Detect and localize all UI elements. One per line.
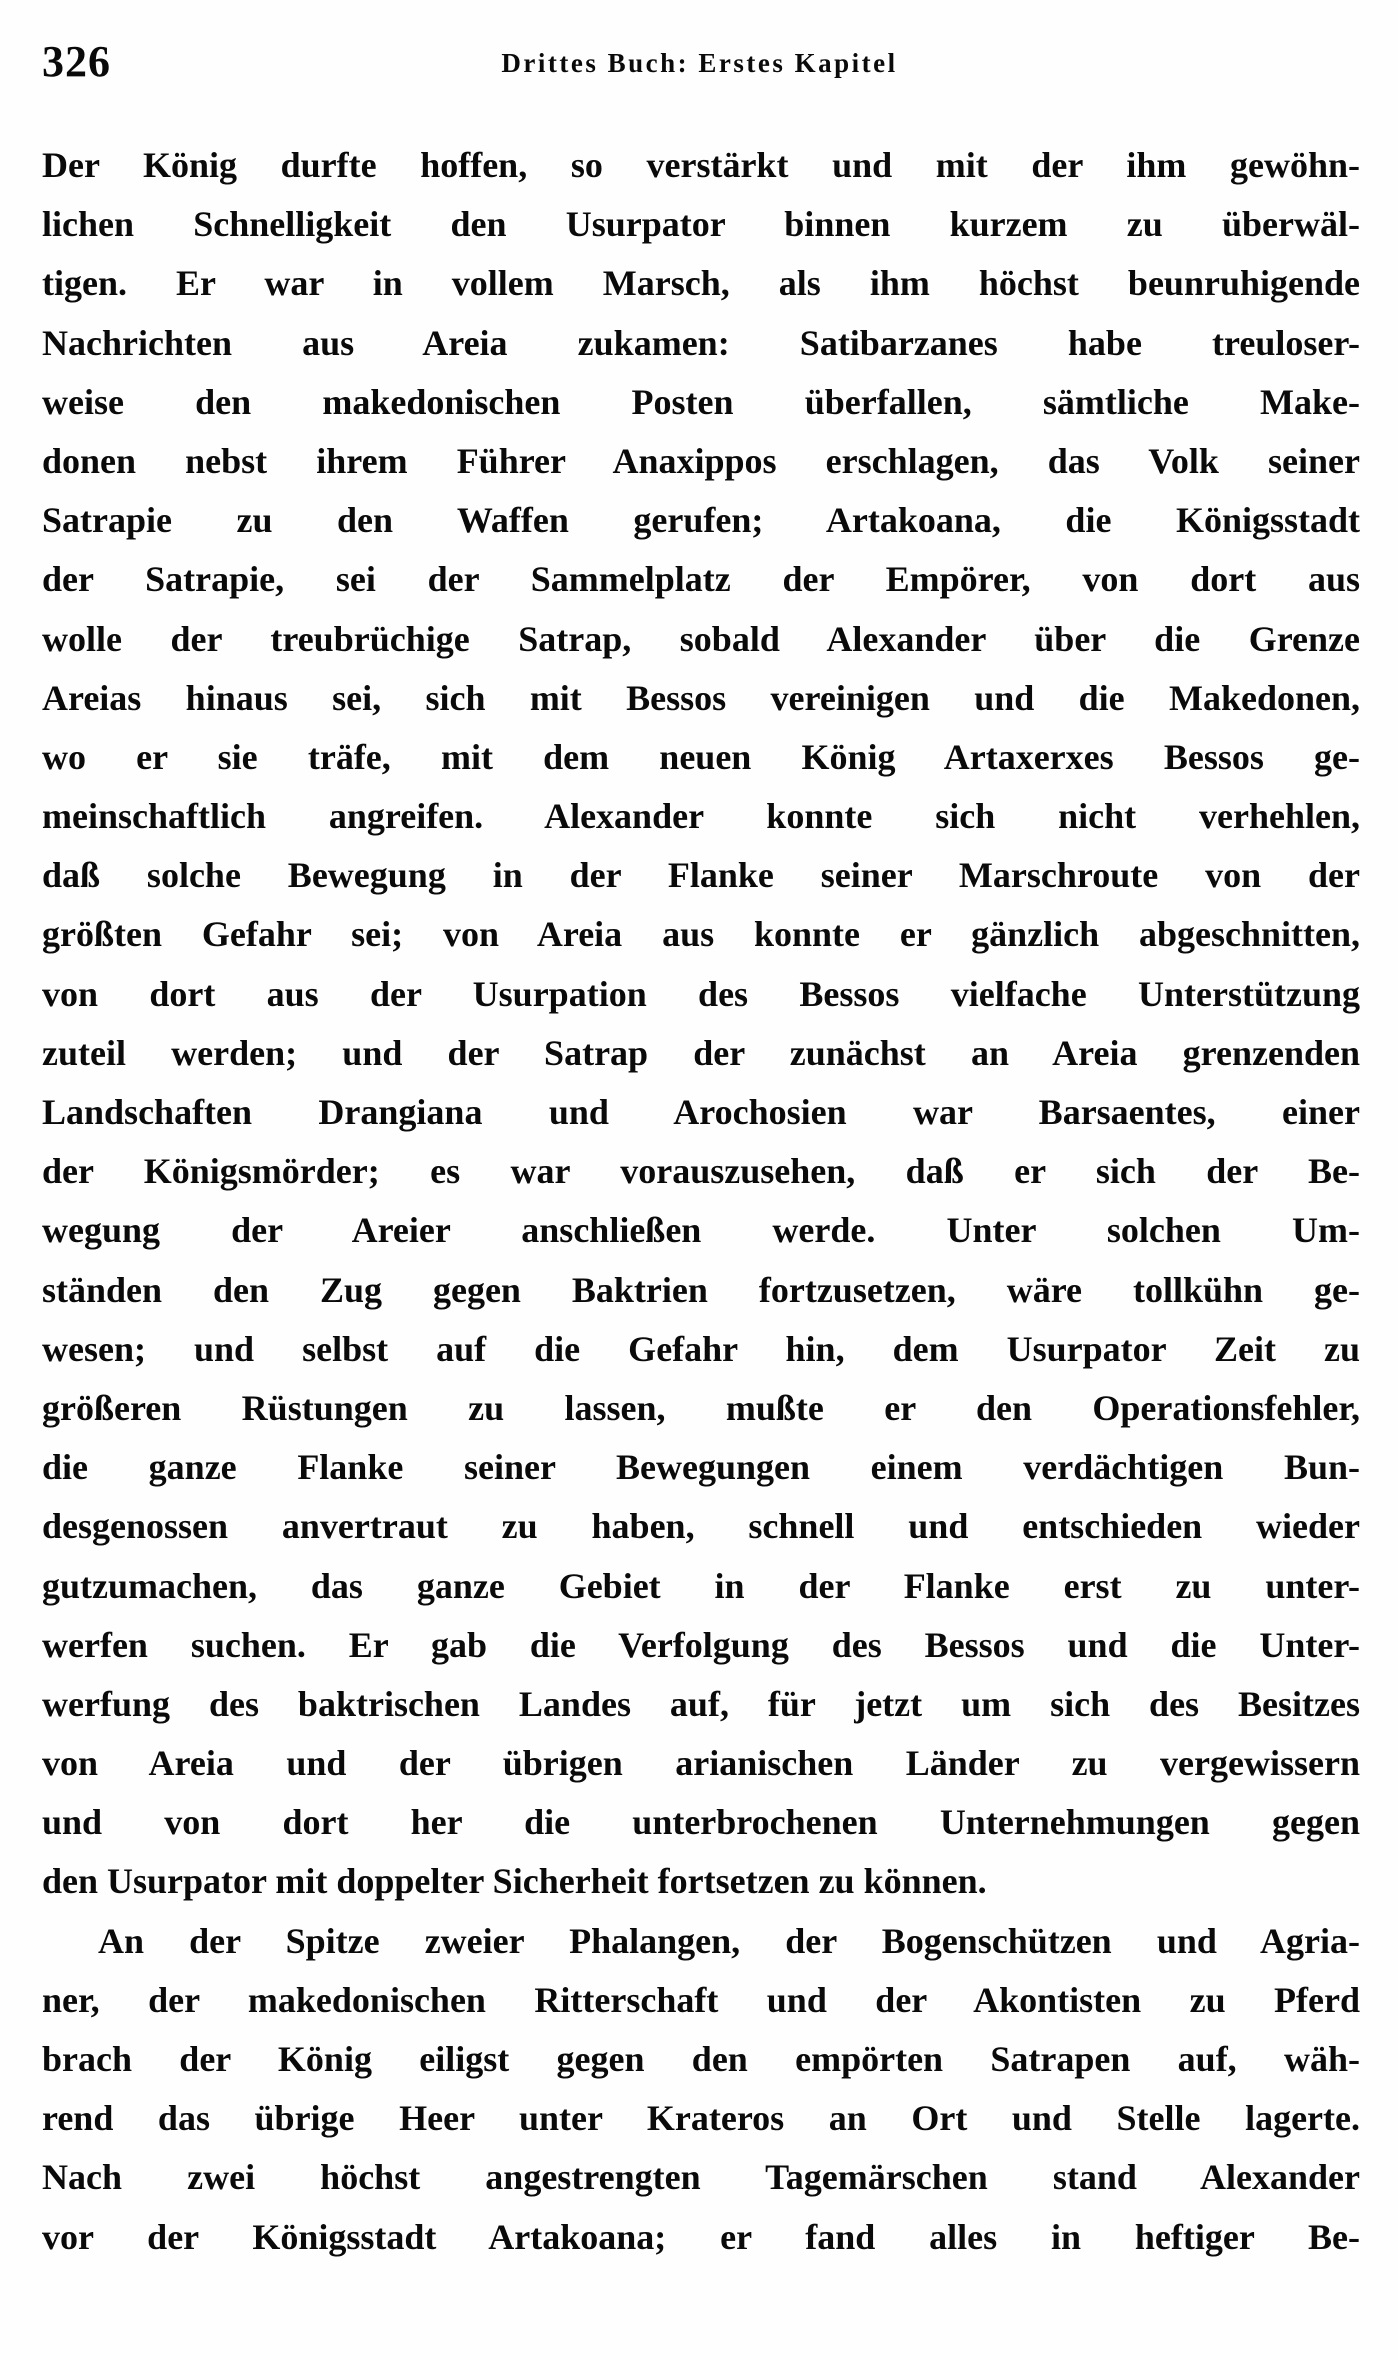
text-line: größeren Rüstungen zu lassen, mußte er den Operationsfehler, — [42, 1387, 1360, 1428]
text-line: ner, der makedonischen Ritterschaft und der Akontisten zu Pferd — [42, 1979, 1360, 2020]
text-line: größten Gefahr sei; von Areia aus konnte er gänzlich abgeschnitten, — [42, 914, 1360, 955]
text-line: rend das übrige Heer unter Krateros an Ort und Stelle lagerte. — [42, 2098, 1360, 2139]
body-text — [42, 136, 1360, 2267]
text-line: donen nebst ihrem Führer Anaxippos erschlagen, das Volk seiner — [42, 440, 1360, 481]
text-line: tigen. Er war in vollem Marsch, als ihm höchst beunruhigende — [42, 263, 1360, 304]
text-line: vor der Königsstadt Artakoana; er fand alles in heftiger Be- — [42, 2216, 1360, 2257]
text-line-paragraph-start: An der Spitze zweier Phalangen, der Bogenschützen und Agria- — [98, 1920, 1360, 1961]
text-line: werfung des baktrischen Landes auf, für jetzt um sich des Besitzes — [42, 1683, 1360, 1724]
text-line: meinschaftlich angreifen. Alexander konnte sich nicht verhehlen, — [42, 796, 1360, 837]
text-line: werfen suchen. Er gab die Verfolgung des Bessos und die Unter- — [42, 1624, 1360, 1665]
text-line: Satrapie zu den Waffen gerufen; Artakoana, die Königsstadt — [42, 500, 1360, 541]
text-line: wegung der Areier anschließen werde. Unter solchen Um- — [42, 1210, 1360, 1251]
text-line: gutzumachen, das ganze Gebiet in der Flanke erst zu unter- — [42, 1565, 1360, 1606]
text-line-paragraph-end: den Usurpator mit doppelter Sicherheit fortsetzen zu können. — [42, 1861, 987, 1902]
text-line: desgenossen anvertraut zu haben, schnell und entschieden wieder — [42, 1506, 1360, 1547]
text-line: Nach zwei höchst angestrengten Tagemärschen stand Alexander — [42, 2157, 1360, 2198]
text-line: der Königsmörder; es war vorauszusehen, daß er sich der Be- — [42, 1151, 1360, 1192]
text-line: daß solche Bewegung in der Flanke seiner Marschroute von der — [42, 855, 1360, 896]
text-line: wesen; und selbst auf die Gefahr hin, dem Usurpator Zeit zu — [42, 1328, 1360, 1369]
text-line: der Satrapie, sei der Sammelplatz der Empörer, von dort aus — [42, 559, 1360, 600]
text-line: Areias hinaus sei, sich mit Bessos vereinigen und die Makedonen, — [42, 677, 1360, 718]
text-line: weise den makedonischen Posten überfallen, sämtliche Make- — [42, 381, 1360, 422]
text-line: lichen Schnelligkeit den Usurpator binnen kurzem zu überwäl- — [42, 204, 1360, 245]
text-line: zuteil werden; und der Satrap der zunächst an Areia grenzenden — [42, 1032, 1360, 1073]
text-line: von Areia und der übrigen arianischen Länder zu vergewissern — [42, 1743, 1360, 1784]
text-line: brach der König eiligst gegen den empörten Satrapen auf, wäh- — [42, 2039, 1360, 2079]
text-line: die ganze Flanke seiner Bewegungen einem verdächtigen Bun- — [42, 1447, 1360, 1488]
text-line: ständen den Zug gegen Baktrien fortzusetzen, wäre tollkühn ge- — [42, 1269, 1360, 1310]
running-header: Drittes Buch: Erstes Kapitel — [501, 48, 898, 78]
text-line: Der König durfte hoffen, so verstärkt und mit der ihm gewöhn- — [42, 145, 1360, 185]
text-line: und von dort her die unterbrochenen Unternehmungen gegen — [42, 1802, 1360, 1843]
text-line: wo er sie träfe, mit dem neuen König Artaxerxes Bessos ge- — [42, 736, 1360, 777]
text-line: wolle der treubrüchige Satrap, sobald Alexander über die Grenze — [42, 618, 1360, 659]
page-number: 326 — [42, 37, 111, 86]
text-line: von dort aus der Usurpation des Bessos vielfache Unterstützung — [42, 973, 1360, 1014]
text-line: Landschaften Drangiana und Arochosien war Barsaentes, einer — [42, 1092, 1360, 1132]
text-line: Nachrichten aus Areia zukamen: Satibarzanes habe treuloser- — [42, 322, 1360, 363]
